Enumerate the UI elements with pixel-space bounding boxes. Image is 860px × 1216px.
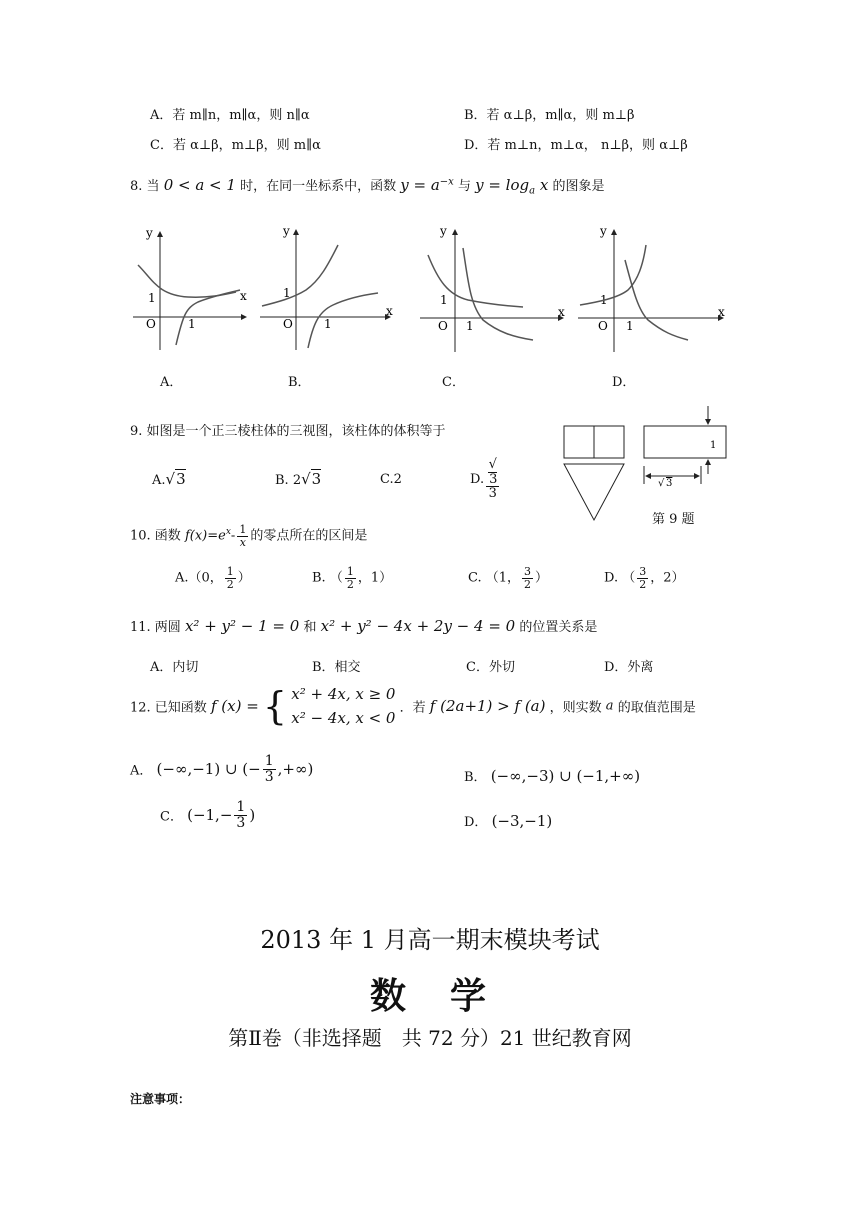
dim-width-label: 3: [666, 478, 673, 489]
graph-c-origin: O: [438, 319, 448, 333]
q7-option-b: B．若 α⊥β，m∥α，则 m⊥β: [464, 108, 635, 123]
q11-option-b: B．相交: [312, 660, 361, 675]
dim-height-label: 1: [710, 440, 717, 451]
graph-a-x-one: 1: [188, 317, 196, 331]
q10-option-c: C. （1， $\frac{3}{2}$ ）: [468, 565, 549, 591]
graph-b-origin: O: [283, 317, 293, 331]
graph-c-y-label: y: [440, 224, 447, 238]
q12-option-b: B． (−∞,−3) ∪ (−1,+∞): [464, 767, 641, 785]
q8-option-b: B．: [288, 375, 311, 390]
graph-c-x-label: x: [558, 305, 565, 319]
q12-stem: 12. 已知函数 f (x) = { x² + 4x, x ≥ 0 x² − 4x, x < 0 ．若 f (2a+1) > f (a) ，则实数 a 的取值范围是: [130, 684, 696, 728]
q11-option-d: D．外离: [604, 660, 654, 675]
q9-option-c: C.2: [380, 472, 402, 487]
q9-option-d: D. √ 3 3: [470, 457, 498, 502]
q10-option-b: B. （ $\frac{1}{2}$ ，1）: [312, 565, 393, 591]
q7-option-c: C．若 α⊥β，m⊥β，则 m∥α: [150, 138, 321, 153]
section-title: 第Ⅱ卷（非选择题 共 72 分）21 世纪教育网: [228, 1026, 632, 1050]
graph-c-x-one: 1: [466, 319, 474, 333]
graph-a-y-one: 1: [148, 291, 156, 305]
graph-a: [133, 226, 247, 350]
top-view-triangle: [564, 464, 624, 520]
graph-b-y-label: y: [283, 224, 290, 238]
q12-option-d: D． (−3,−1): [464, 812, 553, 830]
q8-option-d: D．: [612, 375, 636, 390]
q8-graphs: [128, 220, 728, 370]
q11-option-c: C．外切: [466, 660, 515, 675]
q7-option-d: D．若 m⊥n，m⊥α， n⊥β，则 α⊥β: [464, 138, 688, 153]
q11-stem: 11. 两圆 x² + y² − 1 = 0 和 x² + y² − 4x + 2y − 4 = 0 的位置关系是: [130, 617, 598, 635]
q9-figure-label: 第 9 题: [652, 512, 695, 527]
q10-option-d: D. （ $\frac{3}{2}$ ，2）: [604, 565, 685, 591]
q10-stem: 10. 函数 $f(x)=e^x-$ $\frac{1}{x}$ 的零点所在的区间是: [130, 523, 368, 549]
q8-stem: 8. 当 0 < a < 1 时，在同一坐标系中，函数 $y = a^{-x}$ 与 $y = \log_a x$ 的图象是: [130, 176, 605, 197]
q9-option-a: A.√3: [152, 470, 186, 488]
q7-option-a: A．若 m∥n，m∥α，则 n∥α: [150, 108, 310, 123]
dim-width-sqrt: √: [658, 478, 665, 489]
notice-heading: 注意事项：: [130, 1092, 191, 1106]
graph-d-origin: O: [598, 319, 608, 333]
q12-option-a: A． (−∞,−1) ∪ (− $\frac{1}{3}$ ,+∞): [130, 753, 314, 785]
q9-option-b: B. 2√3: [275, 470, 322, 488]
q11-option-a: A．内切: [150, 660, 199, 675]
graph-b-x-label: x: [386, 304, 393, 318]
q8-option-c: C．: [442, 375, 465, 390]
q9-figure: [558, 402, 733, 527]
graph-d-y-label: y: [600, 224, 607, 238]
graph-b: [260, 224, 393, 350]
graph-c: [420, 224, 565, 352]
graph-b-x-one: 1: [324, 317, 332, 331]
graph-d-y-one: 1: [600, 293, 608, 307]
graph-d-x-label: x: [718, 305, 725, 319]
graph-a-y-label: y: [146, 226, 153, 240]
graph-b-y-one: 1: [283, 286, 291, 300]
q10-option-a: A.（0， $\frac{1}{2}$ ）: [175, 565, 251, 591]
graph-a-origin: O: [146, 317, 156, 331]
q8-option-a: A．: [160, 375, 183, 390]
exam-title: 2013 年 1 月高一期末模块考试: [260, 926, 600, 954]
q12-option-c: C． (−1,− $\frac{1}{3}$ ): [160, 799, 256, 831]
graph-a-x-label: x: [240, 289, 247, 303]
graph-c-y-one: 1: [440, 293, 448, 307]
graph-d-x-one: 1: [626, 319, 634, 333]
graph-d: [578, 224, 725, 352]
q9-stem: 9. 如图是一个正三棱柱体的三视图，该柱体的体积等于: [130, 424, 446, 439]
subject-title: 数 学: [369, 975, 490, 1017]
